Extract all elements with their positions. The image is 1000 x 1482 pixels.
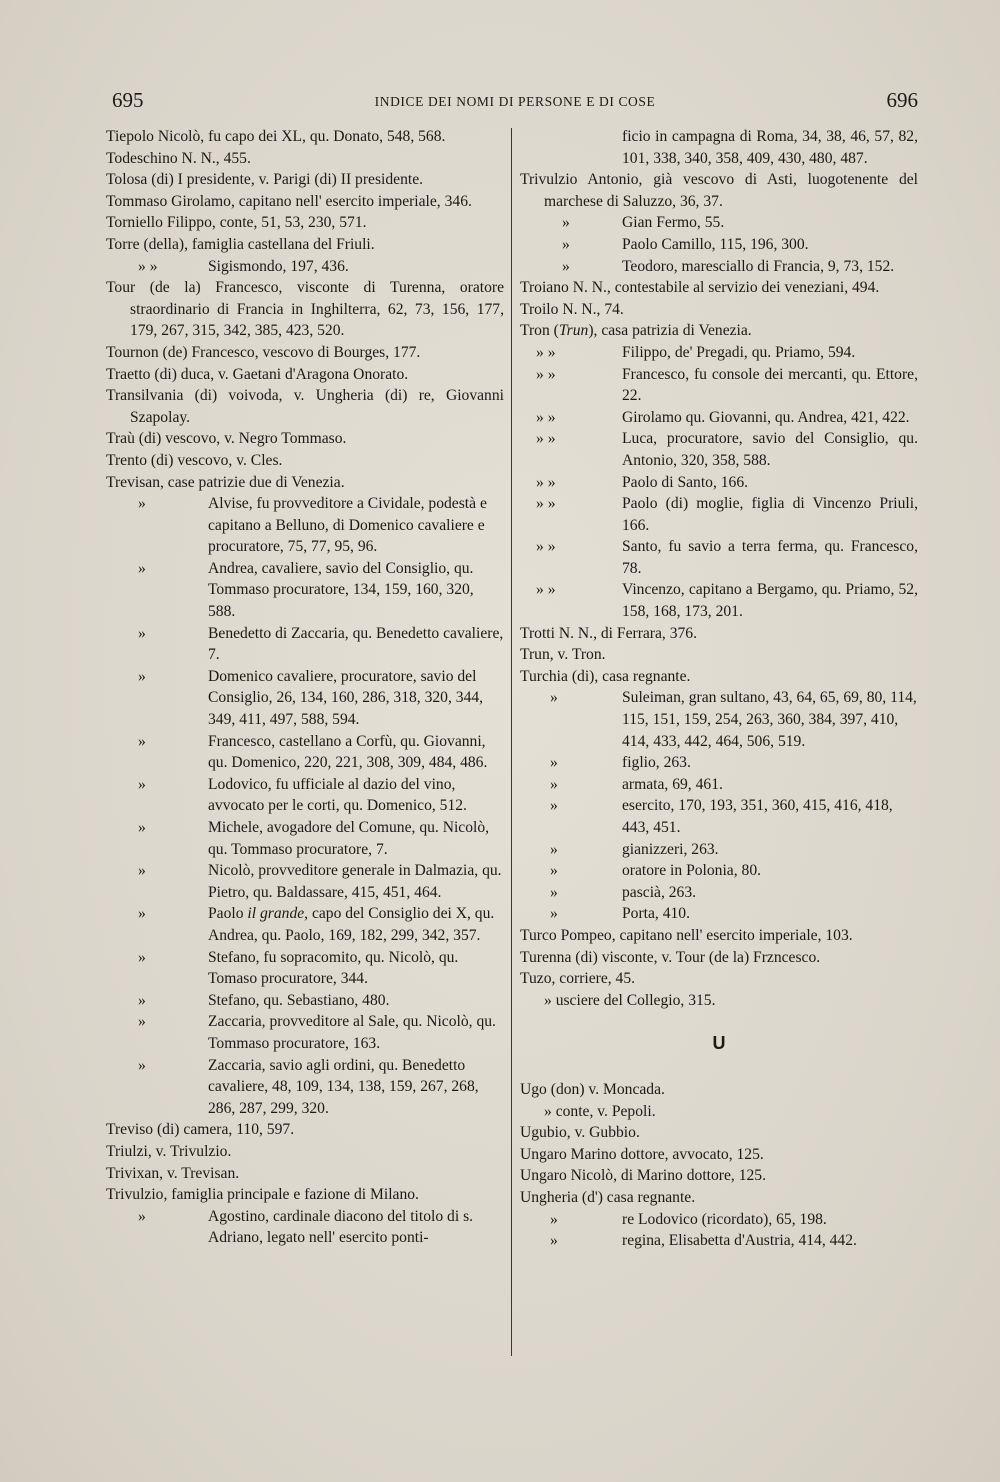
ditto-mark: »: [138, 991, 146, 1009]
ditto-mark: »: [550, 1232, 558, 1250]
index-subentry: [520, 536, 918, 579]
ditto-mark: »: [138, 667, 146, 685]
subentry-text: Zaccaria, savio agli ordini, qu. Benedetto cavaliere, 48, 109, 134, 138, 159, 267, 268, 286, 287, 299, 320.: [208, 1056, 479, 1117]
index-subentry: [520, 407, 918, 429]
subentry-text: [208, 905, 494, 944]
subentry-text: Francesco, fu console dei mercanti, qu. Ettore, 22.: [622, 365, 918, 405]
index-subentry: [106, 256, 504, 278]
subentry-text: oratore in Polonia, 80.: [622, 862, 762, 880]
index-entry: Turchia (di), casa regnante.: [520, 667, 691, 685]
index-entry: Turco Pompeo, capitano nell' esercito imperiale, 103.: [520, 926, 853, 944]
subentry-text: Luca, procuratore, savio del Consiglio, qu. Antonio, 320, 358, 588.: [622, 430, 918, 469]
index-entry: Torniello Filippo, conte, 51, 53, 230, 571.: [106, 214, 367, 232]
subentry-text: Benedetto di Zaccaria, qu. Benedetto cavaliere, 7.: [208, 624, 504, 664]
ditto-mark: »: [550, 840, 558, 858]
ditto-mark: »: [138, 819, 146, 836]
subentry-text: Michele, avogadore del Comune, qu. Nicolò, qu. Tommaso procuratore, 7.: [208, 819, 490, 858]
subentry-text: Santo, fu savio a terra ferma, qu. Francesco, 78.: [622, 538, 918, 577]
ditto-mark: »: [562, 257, 570, 275]
index-entry: Ungaro Marino dottore, avvocato, 125.: [520, 1145, 764, 1163]
ditto-mark: » »: [536, 581, 556, 599]
index-subentry: [106, 1206, 504, 1249]
ditto-mark: » »: [536, 408, 556, 426]
index-entry: Trento (di) vescovo, v. Cles.: [106, 451, 283, 469]
ditto-mark: »: [138, 775, 146, 793]
index-entry: Trivulzio, famiglia principale e fazione di Milano.: [106, 1186, 419, 1204]
subentry-text-part: Paolo: [208, 905, 248, 923]
index-subentry: [106, 666, 504, 731]
ditto-mark: »: [550, 775, 558, 793]
subentry-text: regina, Elisabetta d'Austria, 414, 442.: [622, 1232, 857, 1250]
subentry-text: Francesco, castellano a Corfù, qu. Giovanni, qu. Domenico, 220, 221, 308, 309, 484, 486.: [208, 732, 488, 772]
index-subentry: [106, 1055, 504, 1120]
subentry-text: Agostino, cardinale diacono del titolo di s. Adriano, legato nell' esercito ponti-: [208, 1207, 474, 1247]
index-subentry: [520, 882, 918, 904]
subentry-text: Teodoro, maresciallo di Francia, 9, 73, 152.: [622, 257, 895, 275]
entry-text-part: Tron (: [520, 322, 559, 340]
index-entry: Triulzi, v. Trivulzio.: [106, 1142, 232, 1160]
ditto-mark: »: [138, 905, 146, 923]
index-subentry: [520, 493, 918, 536]
column-divider: [511, 128, 512, 1356]
index-entry: Transilvania (di) voivoda, v. Ungheria (di) re, Giovanni Szapolay.: [106, 387, 504, 426]
subentry-text-part: , capo del Consiglio dei X, qu. Andrea, qu. Paolo, 169, 182, 299, 342, 357.: [208, 905, 495, 944]
entry-text-part: ), casa patrizia di Venezia.: [588, 322, 752, 340]
ditto-mark: »: [550, 689, 558, 707]
index-subentry: [520, 256, 918, 278]
index-subentry: [106, 903, 504, 946]
index-entry: Ugo (don) v. Moncada.: [520, 1080, 665, 1098]
subentry-text: armata, 69, 461.: [622, 775, 723, 793]
subentry-text: figlio, 263.: [622, 754, 691, 772]
subentry-text: Domenico cavaliere, procuratore, savio del Consiglio, 26, 134, 160, 286, 318, 320, 344, 349, 411, 497, 588, 594.: [208, 667, 484, 729]
subentry-text: Suleiman, gran sultano, 43, 64, 65, 69, 80, 114, 115, 151, 159, 254, 263, 360, 384, 397, 410, 414, 433, 442, 464, 506, 519.: [622, 689, 917, 750]
index-subentry: [520, 1209, 918, 1231]
ditto-mark: »: [138, 624, 146, 642]
subentry-text: Zaccaria, provveditore al Sale, qu. Nicolò, qu. Tommaso procuratore, 163.: [208, 1013, 496, 1052]
index-entry: Trevisan, case patrizie due di Venezia.: [106, 473, 345, 491]
index-entry: Traetto (di) duca, v. Gaetani d'Aragona Onorato.: [106, 365, 409, 383]
index-subentry: [106, 558, 504, 623]
ditto-mark: »: [138, 1207, 146, 1225]
subentry-text: Sigismondo, 197, 436.: [208, 257, 349, 275]
subentry-text: esercito, 170, 193, 351, 360, 415, 416, 418, 443, 451.: [622, 797, 893, 836]
subentry-text: gianizzeri, 263.: [622, 840, 719, 858]
index-entry: Trun, v. Tron.: [520, 646, 606, 664]
subentry-text: Alvise, fu provveditore a Cividale, podestà e capitano a Belluno, di Domenico cavaliere e procuratore, 75, 77, 95, 96.: [208, 495, 487, 556]
running-title: INDICE DEI NOMI DI PERSONE E DI COSE: [374, 94, 656, 109]
index-subentry: [106, 990, 504, 1012]
ditto-mark: »: [138, 1056, 146, 1074]
left-column: [106, 126, 504, 1249]
index-entry: Trivixan, v. Trevisan.: [106, 1164, 240, 1182]
subentry-text: Stefano, fu sopracomito, qu. Nicolò, qu. Tomaso procuratore, 344.: [208, 948, 459, 988]
index-entry: Ungaro Nicolò, di Marino dottore, 125.: [520, 1167, 766, 1185]
subentry-text: Gian Fermo, 55.: [622, 214, 725, 232]
ditto-mark: » »: [138, 257, 158, 275]
index-subentry: [106, 623, 504, 666]
italic-variant: Trun: [558, 322, 589, 340]
ditto-mark: »: [562, 235, 570, 253]
subentry-text: Nicolò, provveditore generale in Dalmazia, qu. Pietro, qu. Baldassare, 415, 451, 464.: [208, 862, 502, 901]
ditto-mark: »: [550, 905, 558, 923]
index-entry: Tolosa (di) I presidente, v. Parigi (di) II presidente.: [106, 171, 424, 189]
index-subentry: [106, 817, 504, 860]
index-entry: Troilo N. N., 74.: [520, 300, 624, 318]
ditto-mark: »: [138, 732, 146, 750]
index-entry: Tiepolo Nicolò, fu capo dei XL, qu. Donato, 548, 568.: [106, 128, 446, 145]
index-entry: Todeschino N. N., 455.: [106, 149, 251, 167]
index-subentry: [106, 1011, 504, 1054]
index-entry: Ugubio, v. Gubbio.: [520, 1124, 640, 1142]
subentry-text: Vincenzo, capitano a Bergamo, qu. Priamo, 52, 158, 168, 173, 201.: [622, 581, 918, 621]
index-subentry: [106, 493, 504, 558]
subentry-text: pascià, 263.: [622, 883, 697, 901]
ditto-mark: »: [550, 862, 558, 880]
index-subentry: [106, 731, 504, 774]
index-subentry: [106, 860, 504, 903]
index-subentry: [520, 579, 918, 622]
index-subentry: [520, 472, 918, 494]
index-entry: Torre (della), famiglia castellana del Friuli.: [106, 235, 375, 253]
subentry-text: Girolamo qu. Giovanni, qu. Andrea, 421, 422.: [622, 408, 910, 426]
ditto-mark: »: [550, 883, 558, 901]
subentry-text: Filippo, de' Pregadi, qu. Priamo, 594.: [622, 343, 856, 361]
ditto-mark: »: [138, 1013, 146, 1031]
index-entry: [520, 320, 918, 342]
subentry-text: Paolo Camillo, 115, 196, 300.: [622, 235, 809, 253]
index-subentry: [520, 774, 918, 796]
index-entry: Trivulzio Antonio, già vescovo di Asti, luogotenente del marchese di Saluzzo, 36, 37.: [520, 171, 918, 210]
index-subentry: [520, 212, 918, 234]
index-subentry: [520, 903, 918, 925]
index-subentry: [520, 364, 918, 407]
subentry-text: Paolo di Santo, 166.: [622, 473, 749, 491]
index-subentry: [520, 795, 918, 838]
index-subentry: [520, 687, 918, 752]
subentry-text: Porta, 410.: [622, 905, 691, 923]
index-entry: Tour (de la) Francesco, visconte di Turenna, oratore straordinario di Francia in Inghilterra, 62, 73, 156, 177, 179, 267, 315, 342, 385, 423, 520.: [106, 279, 504, 340]
index-subentry: » conte, v. Pepoli.: [544, 1102, 656, 1120]
index-subentry: [106, 774, 504, 817]
ditto-mark: »: [562, 214, 570, 232]
subentry-text: Lodovico, fu ufficiale al dazio del vino, avvocato per le corti, qu. Domenico, 512.: [208, 775, 467, 815]
ditto-mark: » »: [536, 473, 556, 491]
running-header: [112, 88, 918, 114]
index-entry: Ungheria (d') casa regnante.: [520, 1188, 696, 1206]
section-letter: U: [712, 1033, 726, 1054]
ditto-mark: »: [138, 495, 146, 513]
index-entry: Tuzo, corriere, 45.: [520, 970, 636, 988]
right-column: [520, 126, 918, 1252]
index-entry: Tommaso Girolamo, capitano nell' esercito imperiale, 346.: [106, 192, 472, 210]
ditto-mark: »: [550, 754, 558, 772]
index-subentry: [520, 428, 918, 471]
subentry-text: Andrea, cavaliere, savio del Consiglio, qu. Tommaso procuratore, 134, 159, 160, 320, 588.: [208, 559, 474, 621]
ditto-mark: »: [550, 1210, 558, 1228]
subentry-text: Stefano, qu. Sebastiano, 480.: [208, 991, 390, 1009]
index-subentry: [520, 752, 918, 774]
index-subentry: » usciere del Collegio, 315.: [544, 991, 716, 1009]
index-entry: Turenna (di) visconte, v. Tour (de la) Frzncesco.: [520, 948, 821, 966]
index-entry: Trotti N. N., di Ferrara, 376.: [520, 624, 698, 642]
index-subentry: [520, 1230, 918, 1252]
index-subentry-continuation: ficio in campagna di Roma, 34, 38, 46, 57, 82, 101, 338, 340, 358, 409, 430, 480, 487.: [622, 128, 918, 167]
index-subentry: [106, 947, 504, 990]
index-entry: Traù (di) vescovo, v. Negro Tommaso.: [106, 430, 347, 448]
italic-epithet: il grande: [247, 905, 305, 923]
index-entry: Treviso (di) camera, 110, 597.: [106, 1121, 295, 1139]
ditto-mark: » »: [536, 538, 556, 556]
index-subentry: [520, 860, 918, 882]
ditto-mark: »: [138, 862, 146, 880]
ditto-mark: » »: [536, 343, 556, 361]
index-subentry: [520, 839, 918, 861]
page-number-left: 695: [112, 88, 144, 112]
subentry-text: re Lodovico (ricordato), 65, 198.: [622, 1210, 827, 1228]
ditto-mark: »: [138, 948, 146, 966]
ditto-mark: » »: [536, 430, 556, 448]
ditto-mark: » »: [536, 495, 556, 513]
ditto-mark: » »: [536, 365, 556, 383]
ditto-mark: »: [550, 797, 558, 815]
page-number-right: 696: [886, 88, 918, 112]
subentry-text: Paolo (di) moglie, figlia di Vincenzo Priuli, 166.: [622, 495, 918, 534]
ditto-mark: »: [138, 559, 146, 577]
index-subentry: [520, 342, 918, 364]
index-subentry: [520, 234, 918, 256]
index-entry: Troiano N. N., contestabile al servizio dei veneziani, 494.: [520, 279, 880, 297]
index-entry: Tournon (de) Francesco, vescovo di Bourges, 177.: [106, 343, 421, 361]
